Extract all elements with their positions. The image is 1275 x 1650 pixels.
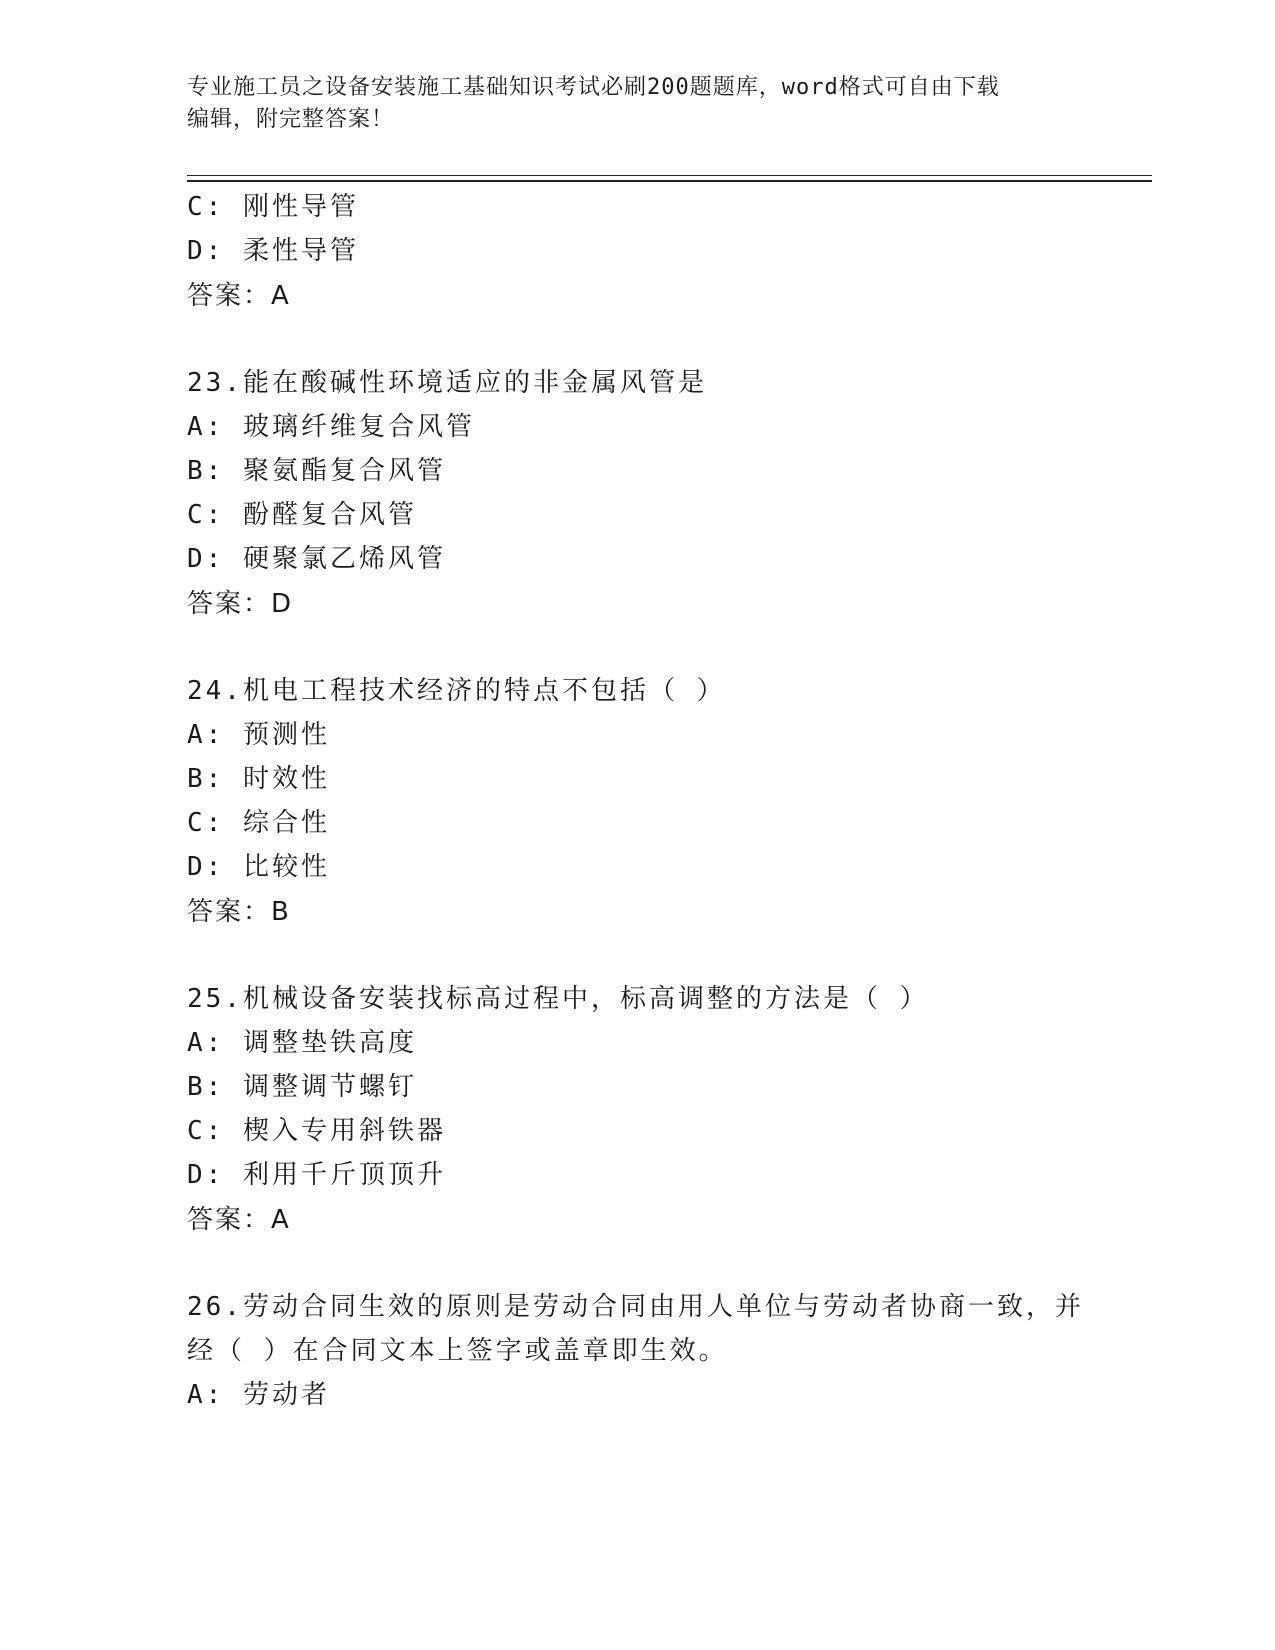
q26-question-line-1: 26.劳动合同生效的原则是劳动合同由用人单位与劳动者协商一致，并: [187, 1292, 1084, 1322]
header-title-line-1: 专业施工员之设备安装施工基础知识考试必刷200题题库，word格式可自由下载: [187, 75, 1000, 100]
q23-option-c: C: 酚醛复合风管: [187, 500, 417, 530]
q24-option-a: A: 预测性: [187, 720, 330, 750]
q25-option-a: A: 调整垫铁高度: [187, 1028, 417, 1058]
q24-answer: 答案：B: [187, 897, 291, 927]
q25-option-d: D: 利用千斤顶顶升: [187, 1160, 446, 1190]
q25-option-c: C: 楔入专用斜铁器: [187, 1116, 446, 1146]
q25-option-b: B: 调整调节螺钉: [187, 1072, 417, 1102]
q24-option-c: C: 综合性: [187, 808, 330, 838]
q22-option-d: D: 柔性导管: [187, 236, 359, 266]
q24-option-d: D: 比较性: [187, 852, 330, 882]
q23-option-b: B: 聚氨酯复合风管: [187, 456, 446, 486]
q26-question-line-2: 经（ ）在合同文本上签字或盖章即生效。: [187, 1336, 728, 1366]
header-title-line-2: 编辑，附完整答案！: [187, 107, 395, 132]
document-header: [187, 72, 1087, 136]
q23-option-d: D: 硬聚氯乙烯风管: [187, 544, 446, 574]
q24-question: 24.机电工程技术经济的特点不包括（ ）: [187, 676, 726, 706]
q24-option-b: B: 时效性: [187, 764, 330, 794]
header-divider-thin: [187, 175, 1152, 176]
q23-answer: 答案：D: [187, 589, 294, 619]
q22-answer: 答案：A: [187, 281, 291, 311]
q25-answer: 答案：A: [187, 1205, 291, 1235]
q23-option-a: A: 玻璃纤维复合风管: [187, 412, 475, 442]
q26-option-a: A: 劳动者: [187, 1380, 330, 1410]
q23-question: 23.能在酸碱性环境适应的非金属风管是: [187, 368, 707, 398]
q25-question: 25.机械设备安装找标高过程中，标高调整的方法是（ ）: [187, 984, 929, 1014]
q22-option-c: C: 刚性导管: [187, 192, 359, 222]
header-divider-thick: [187, 180, 1152, 182]
